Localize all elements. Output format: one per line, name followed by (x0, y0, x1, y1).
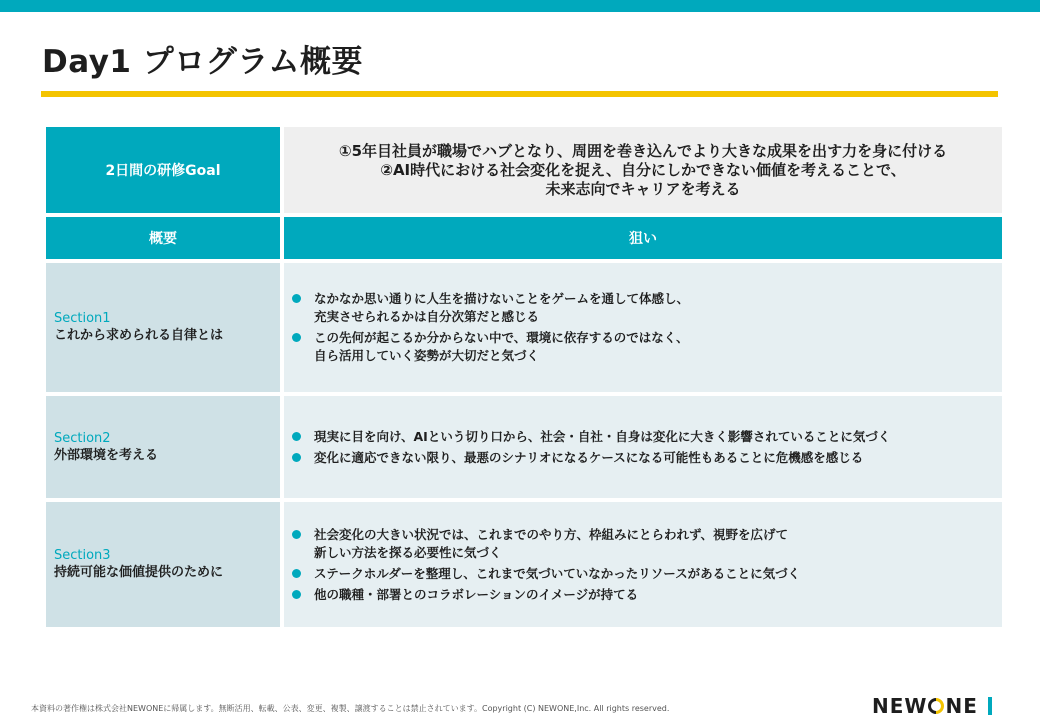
aim-bullet (292, 449, 1002, 467)
aim-bullet (292, 586, 1002, 604)
column-header-aim: 狙い (284, 217, 1002, 259)
section-3-overview (46, 502, 280, 627)
aim-text: この先何が起こるか分からない中で、環境に依存するのではなく、 自ら活用していく姿勢が大切だと気づく (314, 330, 689, 363)
aim-text: 現実に目を向け、AIという切り口から、社会・自社・自身は変化に大きく影響されていることに気づく (314, 428, 891, 444)
goal-description (284, 127, 1002, 213)
aim-bullet (292, 565, 1002, 583)
bullet-dot-icon (292, 432, 301, 441)
bullet-dot-icon (292, 333, 301, 342)
goal-line-3: 未来志向でキャリアを考える (545, 179, 741, 198)
section-number: Section1 (54, 311, 111, 326)
title-underline (41, 91, 998, 97)
logo-text-left: NEW (872, 694, 928, 718)
aim-text: 変化に適応できない限り、最悪のシナリオになるケースになる可能性もあることに危機感を感じる (314, 449, 864, 465)
logo-bar (988, 697, 992, 715)
section-name: 外部環境を考える (54, 447, 159, 463)
section-2-overview (46, 396, 280, 498)
section-name: 持続可能な価値提供のために (54, 565, 224, 580)
aim-text: 社会変化の大きい状況では、これまでのやり方、枠組みにとらわれず、視野を広げて 新しい方法を探る必要性に気づく (314, 526, 789, 560)
aim-bullet (292, 329, 1002, 365)
section-3-aims (284, 502, 1002, 627)
aim-text: なかなか思い通りに人生を描けないことをゲームを通して体感し、 充実させられるかは自分次第だと感じる (314, 291, 690, 324)
section-1-aims (284, 263, 1002, 392)
bullet-dot-icon (292, 294, 301, 303)
bullet-dot-icon (292, 590, 301, 599)
aim-bullet (292, 526, 1002, 562)
bullet-dot-icon (292, 569, 301, 578)
aim-bullet (292, 290, 1002, 326)
goal-line-1: ①5年目社員が職場でハブとなり、周囲を巻き込んでより大きな成果を出す力を身に付ける (338, 141, 948, 160)
newone-logo (872, 694, 992, 718)
section-number: Section3 (54, 548, 111, 563)
page-title: Day1 プログラム概要 (42, 44, 363, 80)
section-name: これから求められる自律とは (54, 328, 224, 343)
column-header-overview: 概要 (46, 217, 280, 259)
aim-text: 他の職種・部署とのコラボレーションのイメージが持てる (314, 586, 639, 602)
logo-text-right: NE (945, 694, 978, 718)
aim-text: ステークホルダーを整理し、これまで気づいていなかったリソースがあることに気づく (314, 565, 801, 581)
goal-line-2: ②AI時代における社会変化を捉え、自分にしかできない価値を考えることで、 (380, 160, 906, 179)
logo-o-icon (928, 698, 944, 714)
section-2-aims (284, 396, 1002, 498)
goal-label: 2日間の研修Goal (46, 127, 280, 213)
section-number: Section2 (54, 430, 111, 446)
bullet-dot-icon (292, 530, 301, 539)
copyright-footer: 本資料の著作権は株式会社NEWONEに帰属します。無断活用、転載、公表、変更、複製、譲渡することは禁止されています。Copyright (C) NEWONE,Inc. All rights reserved. (31, 704, 670, 713)
section-1-overview (46, 263, 280, 392)
bullet-dot-icon (292, 453, 301, 462)
top-accent-bar (0, 0, 1040, 12)
aim-bullet (292, 428, 1002, 446)
